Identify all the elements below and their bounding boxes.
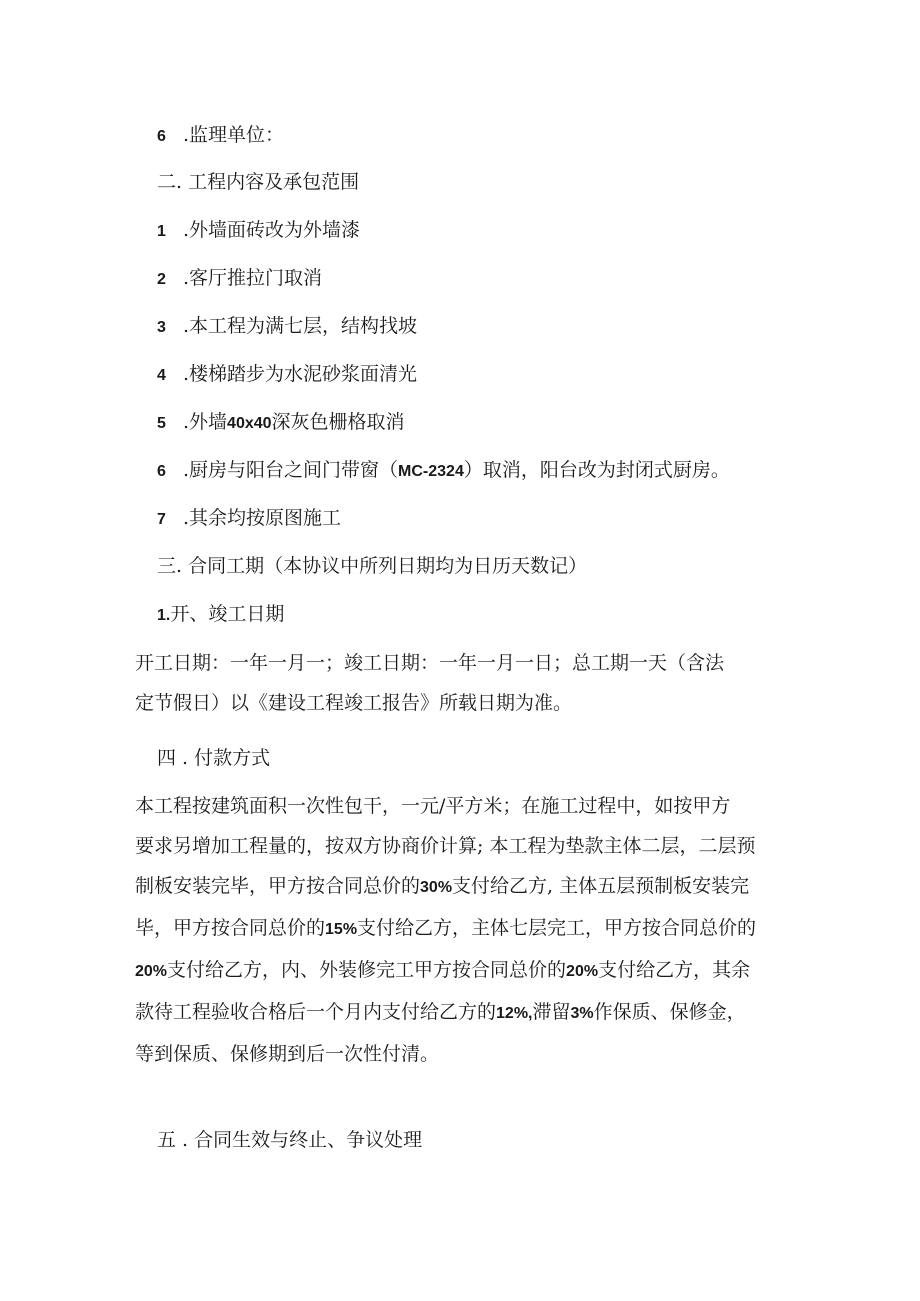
- paragraph-line: [135, 992, 795, 1034]
- paragraph-line: [135, 950, 795, 992]
- item-text: .楼梯踏步为水泥砂浆面清光: [183, 363, 418, 385]
- paragraph-line: 要求另增加工程量的，按双方协商价计算; 本工程为垫款主体二层，二层预: [135, 835, 756, 857]
- paragraph-line: 本工程按建筑面积一次性包干，一元/平方米；在施工过程中，如按甲方: [135, 795, 731, 817]
- subheading-1: [157, 602, 284, 628]
- item-text: .外墙面砖改为外墙漆: [183, 219, 361, 241]
- percentage: 3%: [570, 1005, 594, 1022]
- text-run: 滞留: [532, 1001, 571, 1023]
- item-supervision-unit: [157, 123, 284, 149]
- section-heading-3: 三. 合同工期（本协议中所列日期均为日历天数记）: [157, 555, 588, 577]
- text-run: 支付给乙方，主体七层完工，甲方按合同总价的: [357, 917, 757, 939]
- section-heading-4: 四 . 付款方式: [157, 747, 271, 769]
- item-text-pre: .外墙: [183, 411, 228, 433]
- item-number: 4: [157, 367, 166, 384]
- percentage: 20%: [135, 963, 168, 980]
- paragraph-line: 开工日期：一年一月一；竣工日期：一年一月一日；总工期一天（含法: [135, 652, 725, 674]
- item-text-bold: 40x40: [227, 415, 272, 432]
- list-item-3: [157, 314, 417, 340]
- item-text-bold: MC-2324: [398, 463, 464, 480]
- list-item-4: [157, 362, 417, 388]
- item-number: 1: [157, 223, 166, 240]
- section-heading-2: 二. 工程内容及承包范围: [157, 171, 360, 193]
- text-run: 制板安装完毕，甲方按合同总价的: [135, 875, 421, 897]
- text-run: 支付给乙方, 主体五层预制板安装完: [452, 875, 750, 897]
- text-run: 款待工程验收合格后一个月内支付给乙方的: [135, 1001, 497, 1023]
- percentage: 20%: [566, 963, 599, 980]
- paragraph-line: 定节假日）以《建设工程竣工报告》所载日期为准。: [135, 692, 573, 714]
- item-number: 5: [157, 415, 166, 432]
- item-text: .客厅推拉门取消: [183, 267, 323, 289]
- list-item-5: [157, 410, 405, 436]
- text-run: 支付给乙方，其余: [598, 959, 751, 981]
- item-text: .其余均按原图施工: [183, 507, 342, 529]
- section-heading-5: 五 . 合同生效与终止、争议处理: [157, 1129, 423, 1151]
- subheading-number: 1.: [157, 607, 171, 624]
- list-item-7: [157, 506, 341, 532]
- payment-paragraph: [135, 786, 795, 1074]
- percentage: 15%: [325, 921, 358, 938]
- item-text-post: 深灰色栅格取消: [271, 411, 405, 433]
- text-run: 作保质、保修金，: [593, 1001, 746, 1023]
- subheading-text: 开、竣工日期: [170, 603, 285, 625]
- item-text-post: ）取消，阳台改为封闭式厨房。: [463, 459, 730, 481]
- item-number: 6: [157, 128, 166, 145]
- item-text: .本工程为满七层，结构找坡: [183, 315, 418, 337]
- list-item-6: [157, 458, 730, 484]
- percentage: 12%,: [496, 1005, 533, 1022]
- item-number: 2: [157, 271, 166, 288]
- paragraph-line: [135, 866, 795, 908]
- item-text: .监理单位：: [183, 124, 285, 146]
- percentage: 30%: [420, 879, 453, 896]
- schedule-paragraph: [135, 643, 795, 723]
- paragraph-line: 等到保质、保修期到后一次性付清。: [135, 1043, 440, 1065]
- paragraph-line: [135, 908, 795, 950]
- text-run: 支付给乙方，内、外装修完工甲方按合同总价的: [167, 959, 567, 981]
- item-number: 3: [157, 319, 166, 336]
- item-text-pre: .厨房与阳台之间门带窗（: [183, 459, 399, 481]
- item-number: 6: [157, 463, 166, 480]
- list-item-2: [157, 266, 322, 292]
- text-run: 毕，甲方按合同总价的: [135, 917, 326, 939]
- item-number: 7: [157, 511, 166, 528]
- list-item-1: [157, 218, 360, 244]
